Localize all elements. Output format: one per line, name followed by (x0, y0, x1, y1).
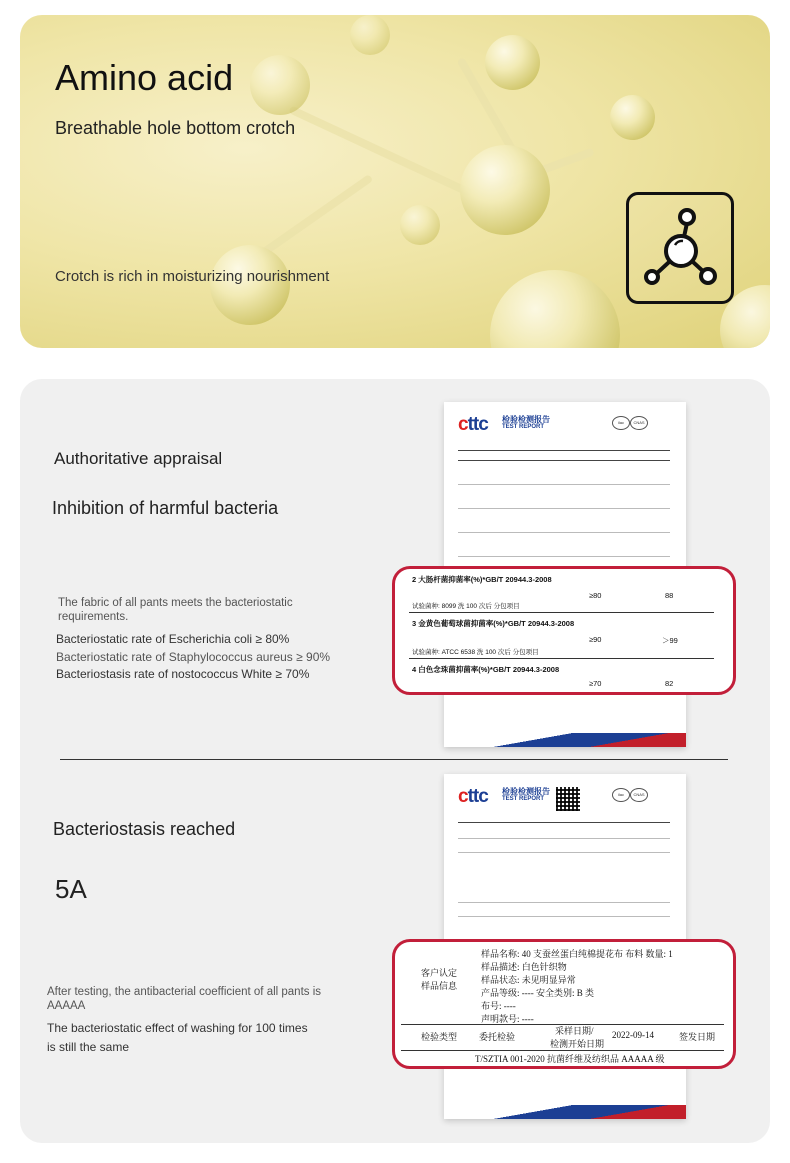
grade-5a: 5A (55, 874, 87, 904)
report-title-en: TEST REPORT (502, 424, 545, 430)
bond-decoration (288, 105, 473, 197)
bubble-decoration (610, 95, 655, 140)
report-callout-2 (392, 939, 736, 1069)
hero-title: Amino acid (55, 57, 234, 98)
certification-panel (20, 379, 770, 1143)
callout2-item-no: 布号: ---- (481, 1001, 516, 1011)
callout2-sample-desc: 样品描述: 白色针织物 (481, 962, 567, 972)
section1-heading1: Authoritative appraisal (54, 449, 223, 468)
seal-icon: ilac (612, 788, 630, 802)
callout2-sample-date-label: 采样日期/ (555, 1026, 594, 1036)
cttc-logo: cttc (458, 414, 488, 435)
callout2-issue-label: 签发日期 (679, 1032, 716, 1042)
qr-code-icon (556, 787, 580, 811)
report-title-cn: 检验检测报告 (502, 415, 550, 424)
rate-e-coli: Bacteriostatic rate of Escherichia coli ≥ 80% (56, 632, 290, 646)
callout1-row-candida: 4 白色念珠菌抑菌率(%)*GB/T 20944.3-2008 (412, 665, 560, 674)
callout1-result-e-coli: 88 (665, 591, 674, 600)
callout2-standard: T/SZTIA 001-2020 抗菌纤维及纺织品 AAAAA 级 (475, 1054, 665, 1064)
rate-candida: Bacteriostasis rate of nostococcus White ≥ 70% (56, 667, 310, 681)
callout2-date-value: 2022-09-14 (612, 1030, 654, 1040)
molecule-icon (626, 192, 734, 304)
callout1-row-staph: 3 金黄色葡萄球菌抑菌率(%)*GB/T 20944.3-2008 (412, 619, 575, 628)
cnas-icon: CNAS (630, 416, 648, 430)
callout1-sub-e-coli: 试验菌种: 8099 洗 100 次后 分包项目 (412, 603, 520, 610)
bubble-decoration (210, 245, 290, 325)
callout2-label2: 样品信息 (421, 981, 458, 991)
callout2-label1: 客户认定 (421, 968, 458, 978)
callout2-sample-name: 样品名称: 40 支蚕丝蛋白纯棉提花布 布料 数量: 1 (481, 949, 673, 959)
hero-banner (20, 15, 770, 348)
callout1-row-e-coli: 2 大肠杆菌抑菌率(%)*GB/T 20944.3-2008 (412, 575, 552, 584)
cnas-icon: CNAS (630, 788, 648, 802)
section2-desc2: The bacteriostatic effect of washing for 100 times is still the same (47, 1021, 308, 1054)
callout2-test-start-label: 检测开始日期 (550, 1039, 605, 1049)
callout1-sub-staph: 试验菌种: ATCC 6538 洗 100 次后 分包项目 (412, 649, 539, 656)
report-title-cn: 检验检测报告 (502, 787, 550, 796)
callout1-req-candida: ≥70 (589, 679, 602, 688)
callout2-product-grade: 产品等级: ---- 安全类别: B 类 (481, 988, 594, 998)
callout1-req-staph: ≥90 (589, 635, 602, 644)
section2-heading1: Bacteriostasis reached (53, 819, 236, 839)
callout2-declared-no: 声明款号: ---- (481, 1014, 534, 1024)
hero-subtitle: Breathable hole bottom crotch (55, 118, 296, 138)
cttc-logo: cttc (458, 786, 488, 807)
bubble-decoration (490, 270, 620, 348)
report-footer (444, 733, 686, 747)
callout1-req-e-coli: ≥80 (589, 591, 602, 600)
callout2-test-type-label: 检验类型 (421, 1032, 458, 1042)
report-footer (444, 1105, 686, 1119)
hero-note: Crotch is rich in moisturizing nourishment (55, 268, 330, 285)
callout1-result-staph: ＞99 (662, 636, 678, 645)
report-title-en: TEST REPORT (502, 796, 545, 802)
bubble-decoration (485, 35, 540, 90)
section1-heading2: Inhibition of harmful bacteria (52, 498, 279, 518)
seal-icon: ilac (612, 416, 630, 430)
section-divider (60, 759, 728, 760)
report-callout-1 (392, 566, 736, 695)
rate-staph: Bacteriostatic rate of Staphylococcus aureus ≥ 90% (56, 650, 331, 664)
callout2-sample-state: 样品状态: 未见明显异常 (481, 975, 576, 985)
section2-desc1: After testing, the antibacterial coefficient of all pants is AAAAA (47, 986, 322, 1012)
section1-description: The fabric of all pants meets the bacteriostatic requirements. (58, 597, 293, 623)
callout1-result-candida: 82 (665, 679, 674, 688)
bubble-decoration (400, 205, 440, 245)
bubble-decoration (460, 145, 550, 235)
bubble-decoration (350, 15, 390, 55)
callout2-test-type-value: 委托检验 (479, 1032, 516, 1042)
bubble-decoration (250, 55, 310, 115)
